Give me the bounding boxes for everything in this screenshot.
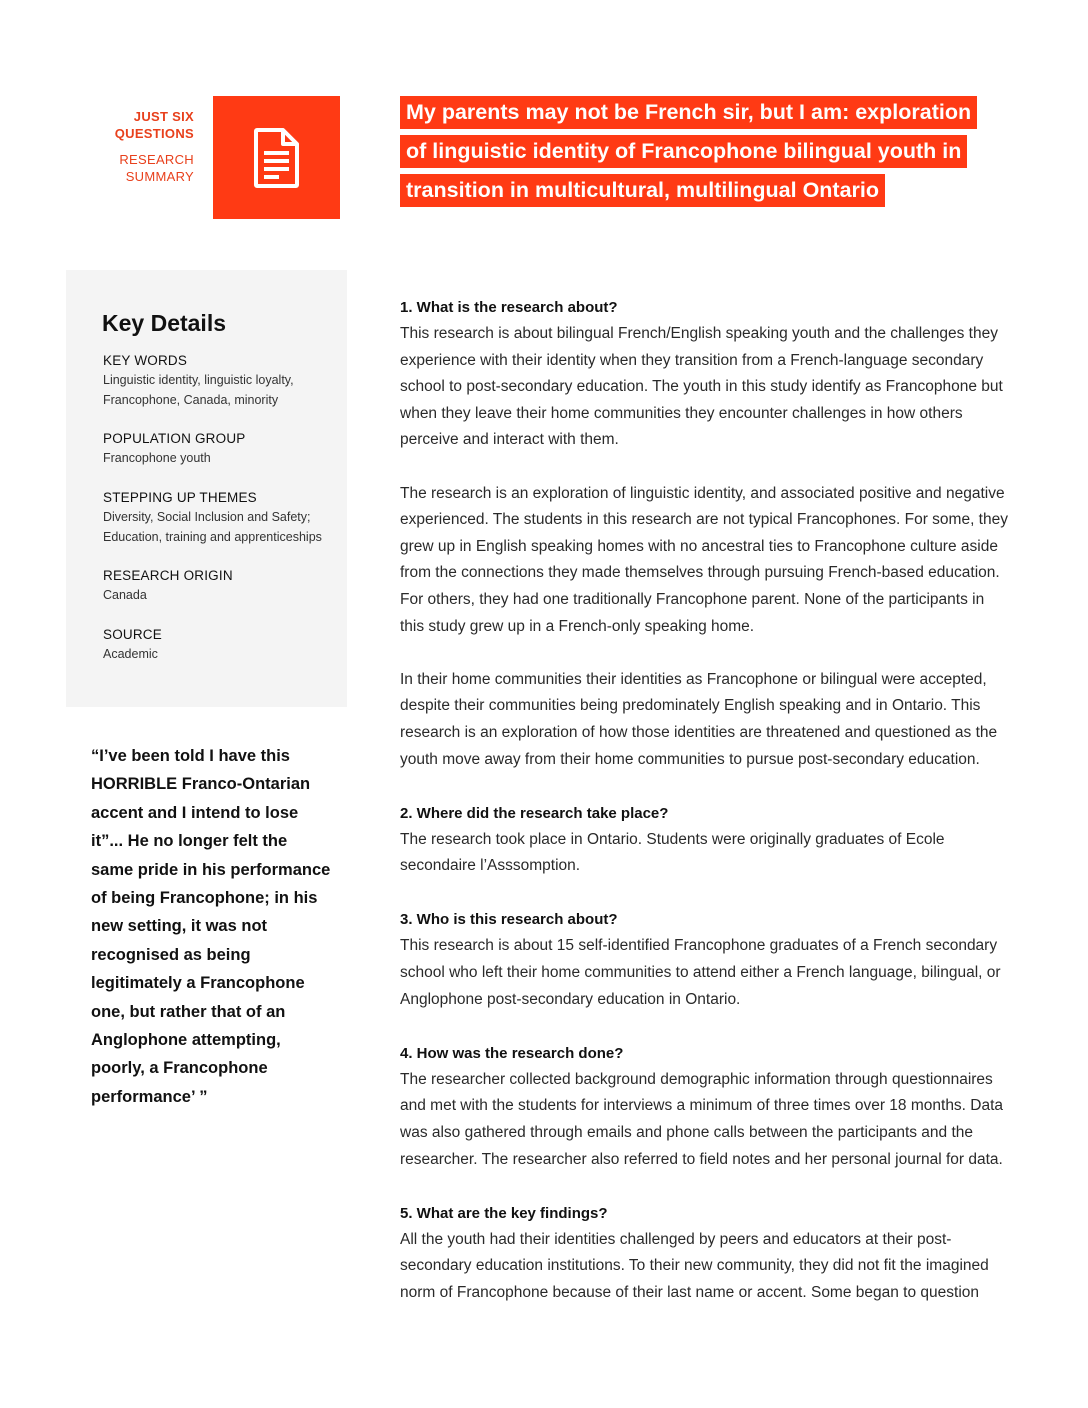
brand-title: JUST SIX QUESTIONS (114, 109, 194, 141)
section-heading: 3. Who is this research about? (400, 911, 618, 929)
pull-quote: “I’ve been told I have this HORRIBLE Franco-Ontarian accent and I intend to lose it”... He no longer felt the same pride in his performance of being Francophone; in his new setting, it was not recognised as being legitimately a Francophone one, but rather that of an Anglophone attempting, poorly, a Francophone performance’ ” (91, 747, 331, 1106)
key-detail-value: Francophone youth (103, 451, 211, 465)
paragraph: In their home communities their identities as Francophone or bilingual were accepted, despite their communities being predominately English speaking and in Ontario. This research is an exploration of how those identities are threatened and questioned as the youth move away from their home communities to pursue post-secondary education. (400, 670, 998, 768)
source-item (103, 626, 339, 664)
title-line: of linguistic identity of Francophone bilingual youth in (400, 135, 967, 168)
key-detail-value: Diversity, Social Inclusion and Safety; Education, training and apprenticeships (103, 510, 322, 544)
population-group-item (103, 430, 339, 468)
title-line: transition in multicultural, multilingual Ontario (400, 174, 885, 207)
key-words-item (103, 352, 339, 410)
brand-subtitle: RESEARCH SUMMARY (119, 152, 194, 184)
key-detail-value: Linguistic identity, linguistic loyalty, Francophone, Canada, minority (103, 373, 294, 407)
brand-label (96, 108, 194, 185)
key-details-panel (66, 270, 347, 707)
paragraph: The researcher collected background demographic information through questionnaires and met with the students for interviews a minimum of three times over 18 months. Data was also gathered through emails and phone calls between the participants and the researcher. The researcher also referred to field notes and her personal journal for data. (400, 1070, 1004, 1168)
logo (213, 96, 340, 219)
paragraph: This research is about bilingual French/English speaking youth and the challenges they experience with their identity when they transition from a French-language secondary school to post-secondary education. The youth in this study identify as Francophone but when they leave their home communities they encounter challenges in how others perceive and interact with them. (400, 325, 1003, 449)
paragraph: The research took place in Ontario. Students were originally graduates of Ecole secondaire l’Asssomption. (400, 830, 945, 875)
paragraph: All the youth had their identities challenged by peers and educators at their post-secondary education institutions. To their new community, they did not fit the imagined norm of Francophone because of their last name or accent. Some began to question (400, 1230, 989, 1301)
title-line: My parents may not be French sir, but I am: exploration (400, 96, 977, 129)
key-details-heading: Key Details (102, 310, 227, 336)
key-detail-label: STEPPING UP THEMES (103, 490, 257, 505)
key-detail-label: RESEARCH ORIGIN (103, 568, 233, 583)
document-title (400, 96, 1020, 213)
key-detail-value: Academic (103, 647, 158, 661)
key-detail-label: KEY WORDS (103, 353, 188, 368)
section-heading: 4. How was the research done? (400, 1044, 624, 1062)
paragraph: The research is an exploration of linguistic identity, and associated positive and negative experienced. The students in this research are not typical Francophones. For some, they grew up in English speaking homes with no ancestral ties to Francophone culture aside from the connections they made themselves through pursuing French-based education. For others, they had one traditionally Francophone parent. None of the participants in this study grew up in a French-only speaking home. (400, 484, 1008, 635)
research-origin-item (103, 567, 339, 605)
document-icon (253, 127, 301, 189)
main-content (400, 294, 1012, 1307)
section-heading: 1. What is the research about? (400, 299, 618, 316)
key-detail-value: Canada (103, 588, 147, 602)
key-detail-label: SOURCE (103, 627, 162, 642)
stepping-up-themes-item (103, 489, 339, 547)
paragraph: This research is about 15 self-identified Francophone graduates of a French secondary school who left their home communities to attend either a French language, bilingual, or Anglophone post-secondary education in Ontario. (400, 937, 1001, 1008)
section-heading: 2. Where did the research take place? (400, 804, 669, 822)
section-heading: 5. What are the key findings? (400, 1204, 608, 1222)
key-detail-label: POPULATION GROUP (103, 431, 246, 446)
